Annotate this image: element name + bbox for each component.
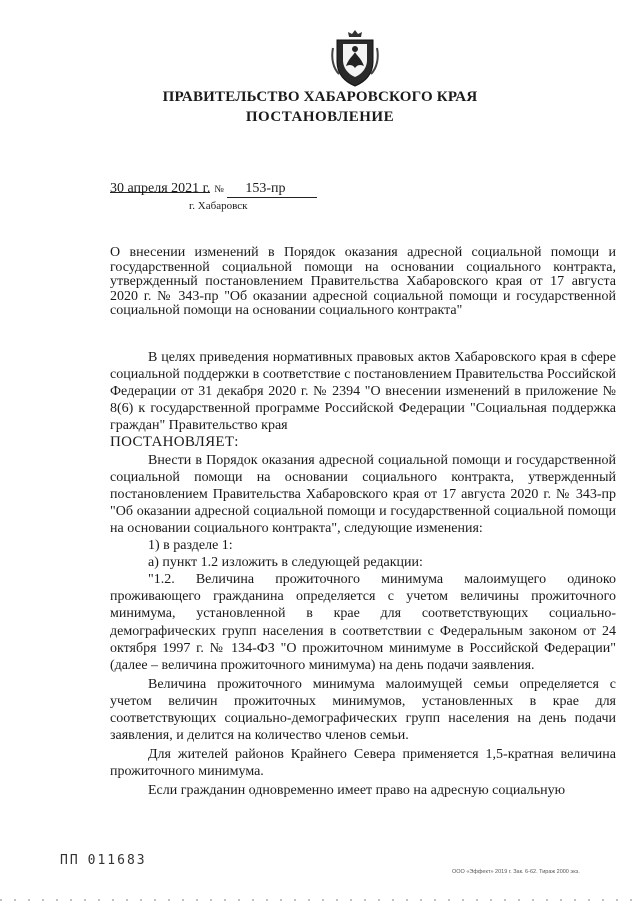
- government-title: ПРАВИТЕЛЬСТВО ХАБАРОВСКОГО КРАЯ: [162, 89, 478, 105]
- document-number: 153-пр: [227, 181, 317, 198]
- paragraph-item-a: а) пункт 1.2 изложить в следующей редакции:: [148, 555, 423, 571]
- resolves-heading: ПОСТАНОВЛЯЕТ:: [110, 434, 239, 451]
- printer-imprint: ООО «Эффект» 2019 г. Зак. 6-62. Тираж 2000 экз.: [452, 869, 580, 875]
- document-body: [110, 349, 616, 799]
- paragraph-1-2: "1.2. Величина прожиточного минимума малоимущего одиноко проживающего гражданина определяется с учетом величины прожиточного минимума, установленной в крае для соответствующих социально-демографических групп населения в соответствии с Федеральным законом от 24 октября 1997 г. № 134-ФЗ "О прожиточном минимуме в Российской Федерации" (далее – величина прожиточного минимума) на день подачи заявления.: [110, 572, 616, 673]
- form-number: 011683: [87, 853, 147, 868]
- city-label: г. Хабаровск: [189, 200, 248, 212]
- form-serial: [60, 853, 147, 868]
- document-title: О внесении изменений в Порядок оказания адресной социальной помощи и государственной социальной помощи на основании социального контракта, утвержденный постановлением Правительства Хабаровского края от 17 августа 2020 г. № 343-пр "Об оказании адресной социальной помощи и государственной социальной помощи на основании социального контракта": [110, 245, 616, 319]
- coat-of-arms-icon: [329, 28, 381, 88]
- paragraph-family-minimum: Величина прожиточного минимума малоимущей семьи определяется с учетом величин прожиточных минимумов, установленных в крае для соответствующих социально-демографических групп населения на день подачи заявления, и делится на количество членов семьи.: [110, 676, 616, 744]
- date-number-line: [110, 181, 317, 198]
- paragraph-section-1: 1) в разделе 1:: [148, 538, 233, 554]
- paragraph-preamble: В целях приведения нормативных правовых актов Хабаровского края в сфере социальной поддержки в соответствие с постановлением Правительства Российской Федерации от 31 декабря 2020 г. № 2394 "О внесении изменений в приложение № 8(6) к государственной программе Российской Федерации "Социальная поддержка граждан" Правительство края: [110, 350, 616, 434]
- paragraph-amend: Внести в Порядок оказания адресной социальной помощи и государственной социальной помощи на основании социального контракта, утвержденный постановлением Правительства Хабаровского края от 17 августа 2020 г. № 343-пр "Об оказании адресной социальной помощи и государственной социальной помощи на основании социального контракта", следующие изменения:: [110, 452, 616, 536]
- paragraph-far-north: Для жителей районов Крайнего Севера применяется 1,5-кратная величина прожиточного минимума.: [110, 747, 616, 780]
- paragraph-if-citizen: Если гражданин одновременно имеет право на адресную социальную: [148, 783, 566, 799]
- document-date: 30 апреля 2021 г.: [110, 181, 211, 196]
- scan-edge-dots: [0, 899, 640, 901]
- number-sign: №: [214, 184, 224, 195]
- form-series: ПП: [60, 853, 80, 868]
- document-type: ПОСТАНОВЛЕНИЕ: [245, 109, 395, 125]
